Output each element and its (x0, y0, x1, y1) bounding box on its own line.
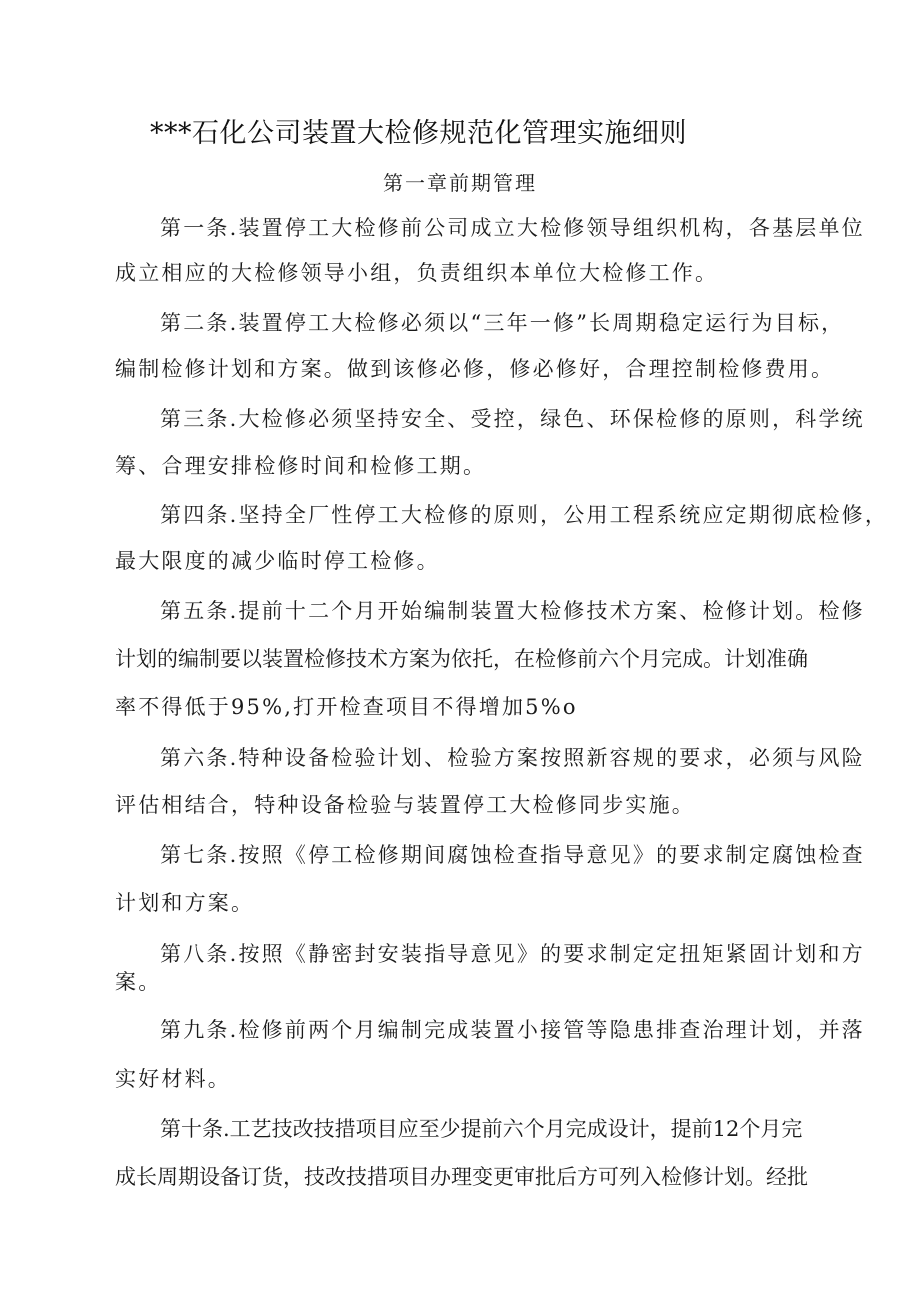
article-4-line-1: 第四条.坚持全厂性停工大检修的原则，公用工程系统应定期彻底检修， (160, 503, 889, 527)
article-3-line-1: 第三条.大检修必须坚持安全、受控，绿色、环保检修的原则，科学统 (160, 407, 865, 431)
document-title: ***石化公司装置大检修规范化管理实施细则 (150, 118, 687, 149)
article-10-line-1: 第十条.工艺技改技措项目应至少提前六个月完成设计，提前12个月完 (160, 1117, 803, 1141)
article-2-line-2: 编制检修计划和方案。做到该修必修，修必修好，合理控制检修费用。 (115, 357, 835, 381)
article-8-line-1: 第八条.按照《静密封安装指导意见》的要求制定定扭矩紧固计划和方 (160, 942, 865, 966)
article-4-line-2: 最大限度的减少临时停工检修。 (115, 549, 440, 573)
article-3-line-2: 筹、合理安排检修时间和检修工期。 (115, 454, 487, 478)
article-5-line-2: 计划的编制要以装置检修技术方案为依托，在检修前六个月完成。计划准确 (115, 647, 808, 671)
article-1-line-2: 成立相应的大检修领导小组，负责组织本单位大检修工作。 (115, 261, 719, 285)
article-7-line-1: 第七条.按照《停工检修期间腐蚀检查指导意见》的要求制定腐蚀检查 (160, 843, 865, 867)
article-9-line-2: 实好材料。 (115, 1067, 231, 1091)
article-5-line-1: 第五条.提前十二个月开始编制装置大检修技术方案、检修计划。检修 (160, 599, 865, 623)
article-5-line-3: 率不得低于95%,打开检查项目不得增加5%o (115, 695, 578, 719)
article-2-line-1: 第二条.装置停工大检修必须以“三年一修”长周期稳定运行为目标， (160, 311, 845, 335)
article-6-line-2: 评估相结合，特种设备检验与装置停工大检修同步实施。 (115, 793, 695, 817)
article-7-line-2: 计划和方案。 (115, 891, 255, 915)
article-9-line-1: 第九条.检修前两个月编制完成装置小接管等隐患排查治理计划，并落 (160, 1018, 865, 1042)
article-10-line-2: 成长周期设备订货，技改技措项目办理变更审批后方可列入检修计划。经批 (115, 1165, 808, 1189)
chapter-heading: 第一章前期管理 (383, 171, 537, 195)
article-1-line-1: 第一条.装置停工大检修前公司成立大检修领导组织机构，各基层单位 (160, 216, 865, 240)
article-8-line-2: 案。 (115, 970, 162, 994)
article-6-line-1: 第六条.特种设备检验计划、检验方案按照新容规的要求，必须与风险 (160, 746, 865, 770)
